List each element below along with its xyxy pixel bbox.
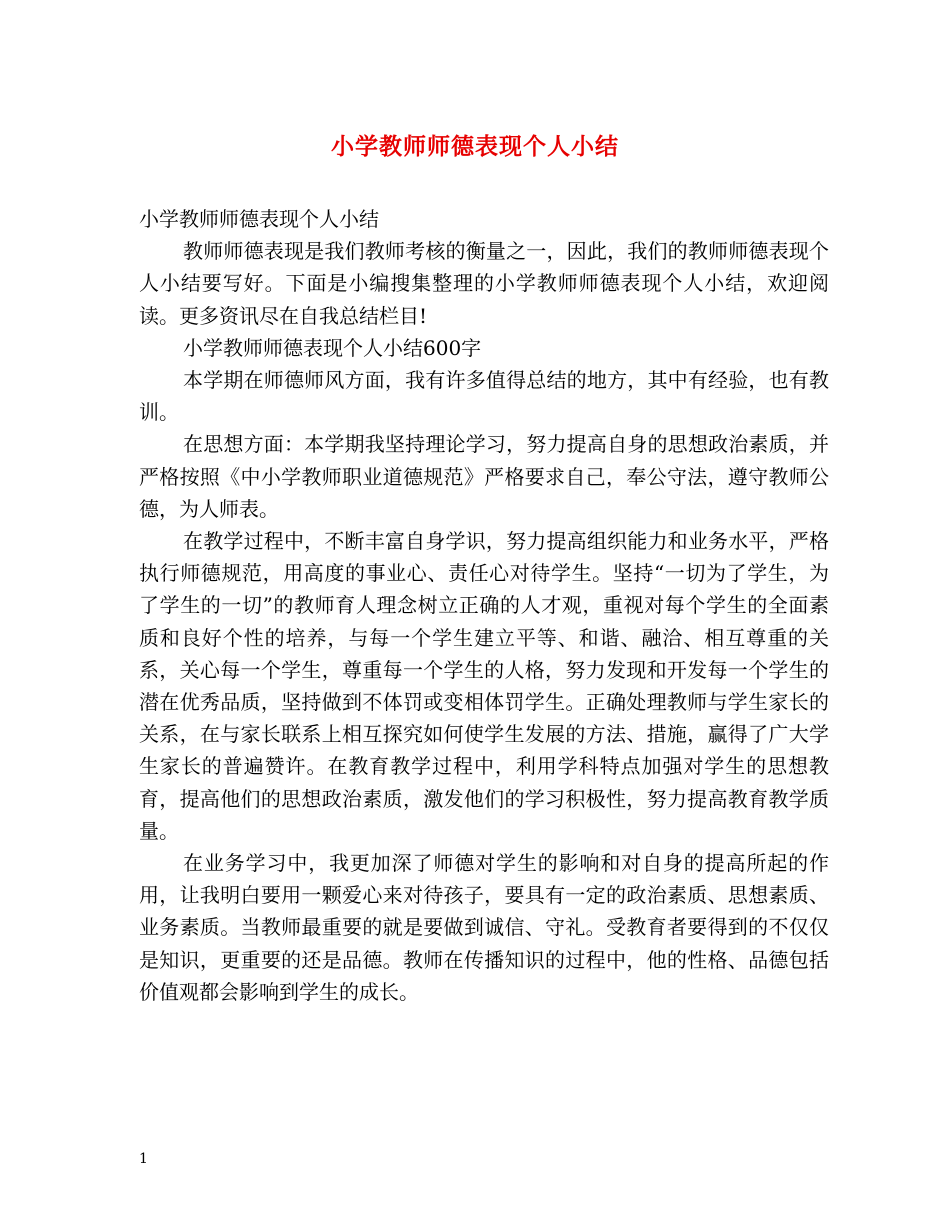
document-body [139,203,829,1008]
section-heading: 小学教师师德表现个人小结600字 [183,335,482,360]
page-number: 1 [139,1151,148,1167]
body-paragraph-thought: 在思想方面：本学期我坚持理论学习，努力提高自身的思想政治素质，并严格按照《中小学教师职业道德规范》严格要求自己，奉公守法，遵守教师公德，为人师表。 [139,432,829,521]
body-paragraph-study: 在业务学习中，我更加深了师德对学生的影响和对自身的提高所起的作用，让我明白要用一颗爱心来对待孩子，要具有一定的政治素质、思想素质、业务素质。当教师最重要的就是要做到诚信、守礼。受教育者要得到的不仅仅是知识，更重要的还是品德。教师在传播知识的过程中，他的性格、品德包括价值观都会影响到学生的成长。 [139,851,829,1004]
document-title: 小学教师师德表现个人小结 [331,133,619,160]
body-paragraph-teaching: 在教学过程中，不断丰富自身学识，努力提高组织能力和业务水平，严格执行师德规范，用高度的事业心、责任心对待学生。坚持“一切为了学生，为了学生的一切”的教师育人理念树立正确的人才观，重视对每个学生的全面素质和良好个性的培养，与每一个学生建立平等、和谐、融洽、相互尊重的关系，关心每一个学生，尊重每一个学生的人格，努力发现和开发每一个学生的潜在优秀品质，坚持做到不体罚或变相体罚学生。正确处理教师与学生家长的关系，在与家长联系上相互探究如何使学生发展的方法、措施，赢得了广大学生家长的普遍赞许。在教育教学过程中，利用学科特点加强对学生的思想教育，提高他们的思想政治素质，激发他们的学习积极性，努力提高教育教学质量。 [139,529,829,843]
intro-paragraph: 教师师德表现是我们教师考核的衡量之一，因此，我们的教师师德表现个人小结要写好。下面是小编搜集整理的小学教师师德表现个人小结，欢迎阅读。更多资讯尽在自我总结栏目! [139,239,829,328]
subtitle-paragraph: 小学教师师德表现个人小结 [139,207,379,231]
body-paragraph-semester: 本学期在师德师风方面，我有许多值得总结的地方，其中有经验，也有教训。 [139,368,829,425]
